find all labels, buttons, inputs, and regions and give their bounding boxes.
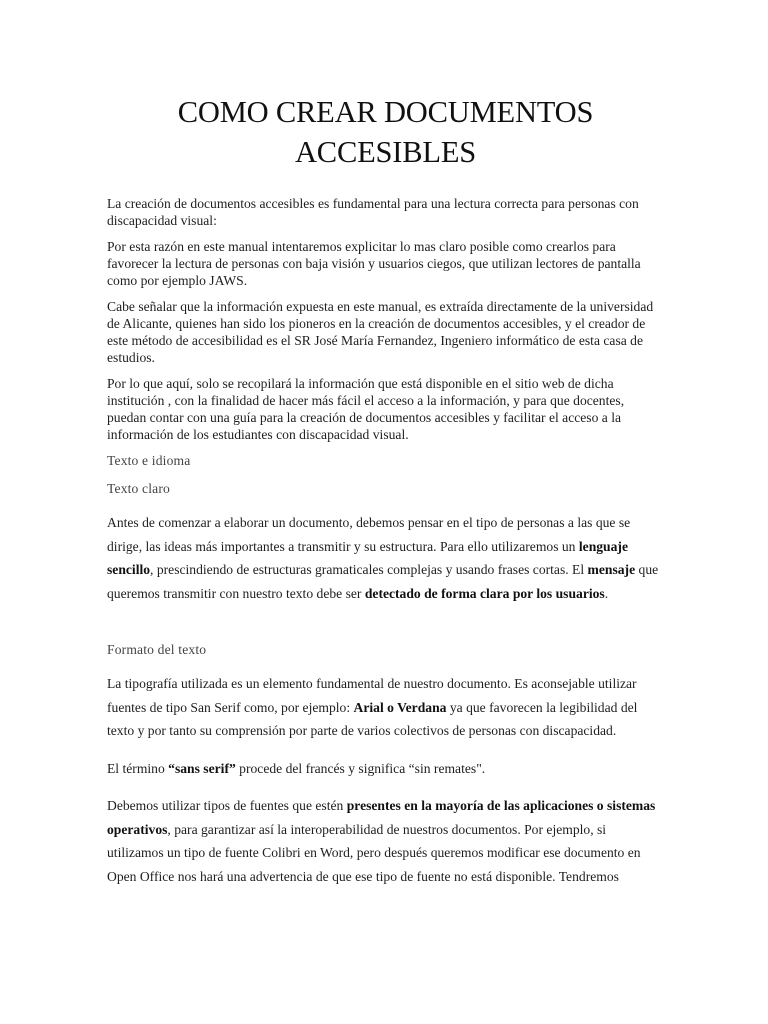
heading-texto-claro: Texto claro — [107, 481, 170, 496]
bold-sans-serif: “sans serif” — [168, 760, 236, 776]
heading-texto-idioma: Texto e idioma — [107, 453, 191, 468]
text-run: . — [604, 585, 609, 601]
formato-paragraph-2 — [107, 757, 664, 781]
formato-paragraph-3 — [107, 794, 664, 888]
document-title: COMO CREAR DOCUMENTOS ACCESIBLES — [177, 95, 594, 169]
text-run: , para garantizar así la interoperabilidad de nuestros documentos. Por ejemplo, si utilizamos un tipo de fuente Colibri en Word, pero después queremos modificar ese documento en Open Office nos hará una advertencia de que ese tipo de fuente no está disponible. Tendremos — [107, 821, 641, 884]
intro-section — [107, 195, 664, 443]
text-run: , prescindiendo de estructuras gramaticales complejas y usando frases cortas. El — [150, 562, 588, 577]
text-run: Antes de comenzar a elaborar un documento, debemos pensar en el tipo de personas a las que se dirige, las ideas más importantes a transmitir y su estructura. Para ello utilizaremos un — [107, 515, 631, 554]
bold-presentes: presentes en la mayoría de las aplicaciones o sistemas operativos — [107, 798, 656, 837]
formato-paragraph-1 — [107, 672, 664, 743]
text-run: ya que favorecen la legibilidad del texto y por tanto su comprensión por parte de varios colectivos de personas con discapacidad. — [107, 699, 638, 738]
intro-paragraph-2: Por esta razón en este manual intentaremos explicitar lo mas claro posible como crearlos para favorecer la lectura de personas con baja visión y usuarios ciegos, que utilizan lectores de pantalla como por ejemplo JAWS. — [107, 239, 641, 288]
texto-claro-paragraph — [107, 511, 664, 605]
bold-arial-verdana: Arial o Verdana — [353, 699, 447, 715]
bold-mensaje: mensaje — [587, 562, 636, 577]
intro-paragraph-4: Por lo que aquí, solo se recopilará la información que está disponible en el sitio web de dicha institución , con la finalidad de hacer más fácil el acceso a la información, y para que docentes, puedan contar con una guía para la creación de documentos accesibles y facilitar el acceso a la información de los estudiantes con discapacidad visual. — [107, 376, 625, 442]
intro-paragraph-3: Cabe señalar que la información expuesta en este manual, es extraída directamente de la universidad de Alicante, quienes han sido los pioneros en la creación de documentos accesibles, y el creador de este método de accesibilidad es el SR José María Fernandez, Ingeniero informático de esta casa de estudios. — [107, 299, 654, 365]
text-run: Debemos utilizar tipos de fuentes que estén — [107, 798, 347, 813]
text-run: El término — [107, 760, 169, 776]
bold-lenguaje-sencillo: lenguaje sencillo — [107, 538, 628, 577]
bold-detectado: detectado de forma clara por los usuarios — [364, 585, 605, 601]
heading-formato-texto: Formato del texto — [107, 642, 207, 657]
text-run: La tipografía utilizada es un elemento fundamental de nuestro documento. Es aconsejable utilizar fuentes de tipo San Serif como, por ejemplo: — [107, 676, 637, 715]
intro-paragraph-1: La creación de documentos accesibles es fundamental para una lectura correcta para personas con discapacidad visual: — [107, 196, 639, 228]
text-run: que queremos transmitir con nuestro texto debe ser — [107, 562, 659, 601]
text-run: procede del francés y significa “sin remates". — [235, 760, 486, 776]
